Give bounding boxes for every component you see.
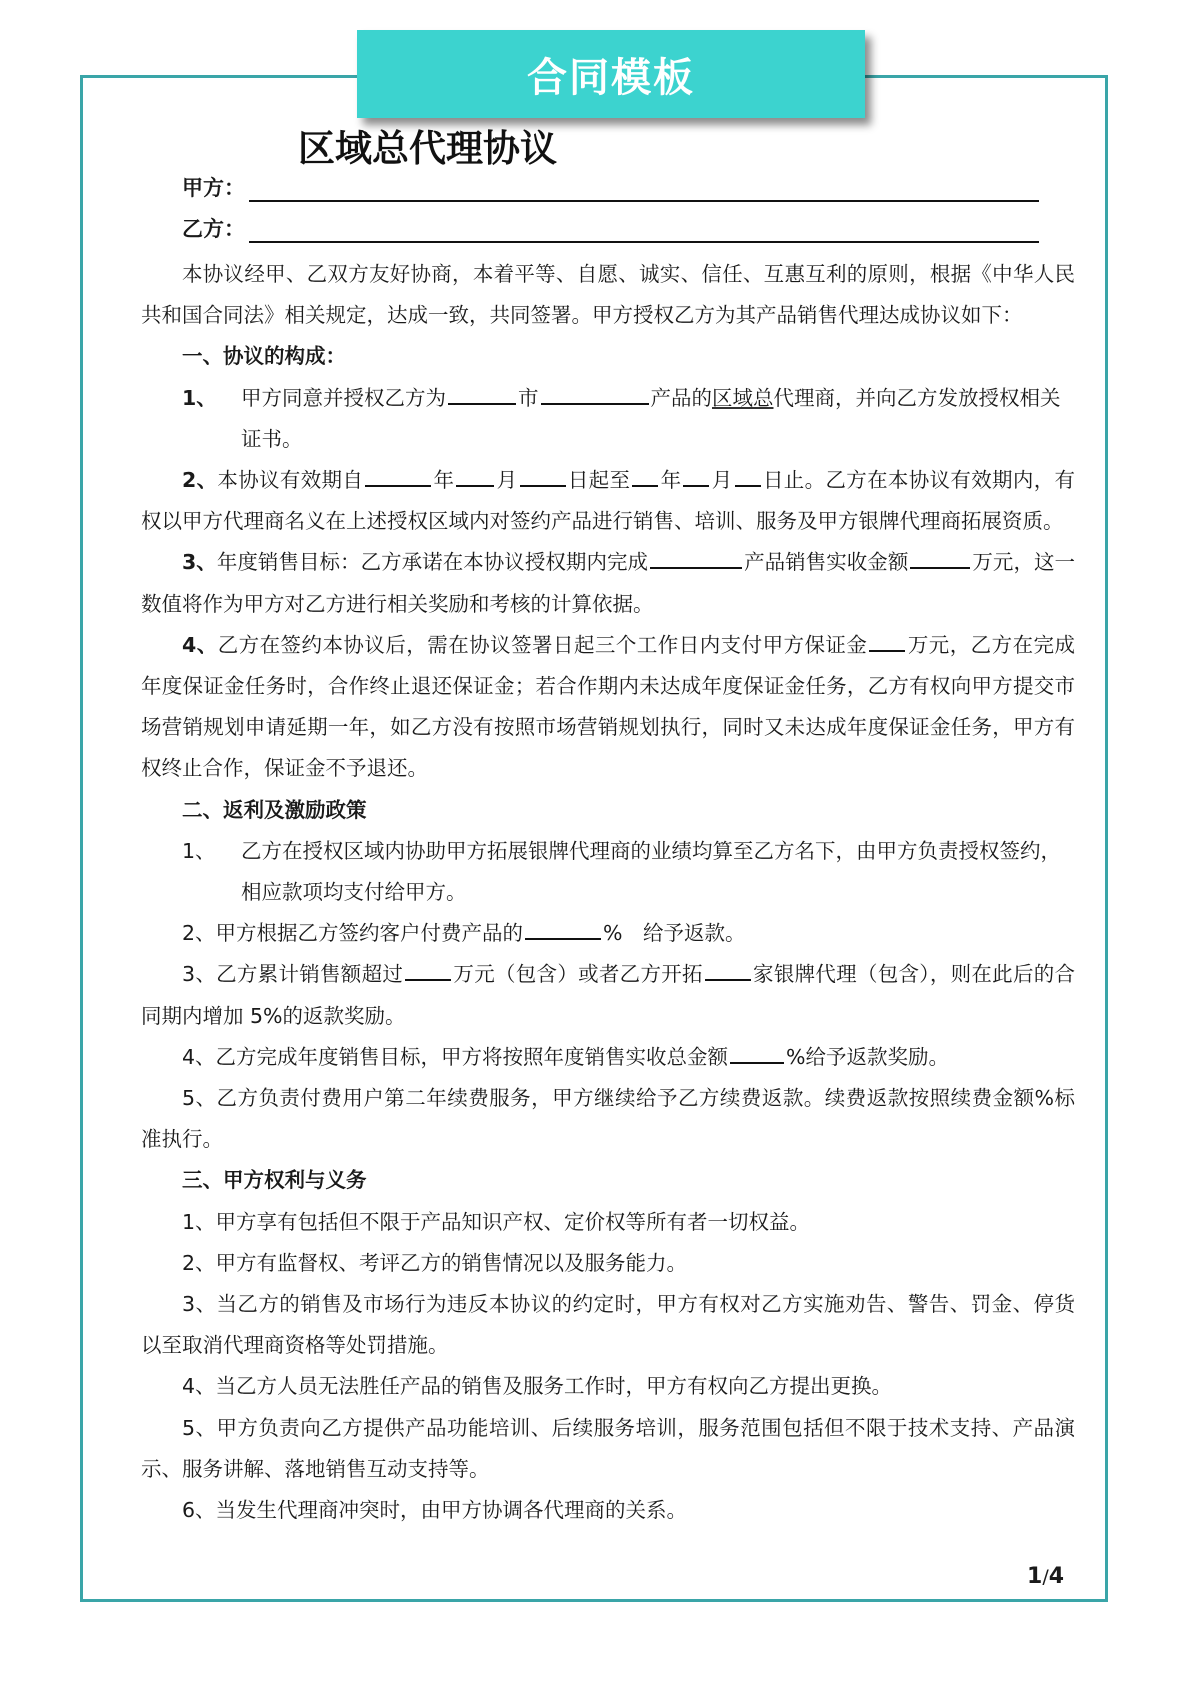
blank-field [705, 959, 751, 981]
s2-item-2: 2、甲方根据乙方签约客户付费产品的 % 给予返款。 [141, 913, 1075, 954]
item-number: 6、 [182, 1498, 216, 1523]
blank-field [520, 465, 566, 487]
party-a-label: 甲方： [182, 176, 245, 200]
section-3-list [141, 1202, 1075, 1532]
item-number: 1、 [182, 385, 217, 410]
s3-item-6 [141, 1490, 1075, 1531]
party-a-blank [249, 178, 1039, 202]
blank-field [683, 465, 709, 487]
document-title: 区域总代理协议 [298, 127, 557, 170]
item-number: 5、 [182, 1415, 217, 1440]
item-number: 4、 [182, 1374, 216, 1399]
item-text: 当乙方的销售及市场行为违反本协议的约定时，甲方有权对乙方实施劝告、警告、罚金、停货以至取消代理商资格等处罚措施。 [141, 1292, 1076, 1358]
s1-item-2: 2、本协议有效期自 年 月 日起至 年 月 日止。乙方在本协议有效期内，有权以甲方代理商名义在上述授权区域内对签约产品进行销售、培训、服务及甲方银牌代理商拓展资质。 [141, 460, 1075, 542]
item-text: 甲方享有包括但不限于产品知识产权、定价权等所有者一切权益。 [215, 1209, 811, 1234]
item-number: 3、 [182, 1292, 217, 1317]
item-text: 当发生代理商冲突时，由甲方协调各代理商的关系。 [215, 1498, 688, 1523]
intro-paragraph: 本协议经甲、乙双方友好协商，本着平等、自愿、诚实、信任、互惠互利的原则，根据《中华人民共和国合同法》相关规定，达成一致，共同签署。甲方授权乙方为其产品销售代理达成协议如下： [141, 262, 1075, 328]
s1-item-3: 3、年度销售目标：乙方承诺在本协议授权期内完成 产品销售实收金额 万元，这一数值将作为甲方对乙方进行相关奖励和考核的计算依据。 [141, 542, 1075, 624]
blank-field [405, 959, 451, 981]
template-banner: 合同模板 [357, 30, 865, 118]
section-2-heading: 二、返利及激励政策 [182, 797, 367, 822]
s1-item-1: 1、 甲方同意并授权乙方为 市 产品的区域总代理商，并向乙方发放授权相关证书。 [141, 378, 1075, 460]
item-text: 甲方负责向乙方提供产品功能培训、后续服务培训，服务范围包括但不限于技术支持、产品演示、服务讲解、落地销售互动支持等。 [141, 1415, 1076, 1481]
blank-field [730, 1042, 784, 1064]
s3-item-2 [141, 1243, 1075, 1284]
blank-field [448, 383, 516, 405]
blank-field [525, 918, 601, 940]
section-1-heading: 一、协议的构成： [182, 344, 346, 369]
blank-field [650, 547, 742, 569]
blank-field [735, 465, 761, 487]
blank-field [910, 547, 970, 569]
s3-item-5 [141, 1408, 1075, 1490]
s1-item-4: 4、乙方在签约本协议后，需在协议签署日起三个工作日内支付甲方保证金 万元，乙方在完成年度保证金任务时，合作终止退还保证金；若合作期内未达成年度保证金任务，乙方有权向甲方提交市场营销规划申请延期一年，如乙方没有按照市场营销规划执行，同时又未达成年度保证金任务，甲方有权终止合作，保证金不予退还。 [141, 625, 1075, 790]
agreement-body [141, 254, 1075, 1531]
s2-item-1: 1、 乙方在授权区域内协助甲方拓展银牌代理商的业绩均算至乙方名下，由甲方负责授权签约，相应款项均支付给甲方。 [182, 838, 1061, 905]
item-number: 2、 [182, 1250, 216, 1275]
s2-item-4: 4、乙方完成年度销售目标，甲方将按照年度销售实收总金额 %给予返款奖励。 [141, 1037, 1075, 1078]
blank-field [365, 465, 431, 487]
blank-field [541, 383, 649, 405]
item-text: 甲方有监督权、考评乙方的销售情况以及服务能力。 [215, 1250, 688, 1275]
party-b-line [182, 213, 1039, 243]
party-b-label: 乙方： [182, 217, 245, 241]
section-3-heading: 三、甲方权利与义务 [182, 1168, 367, 1193]
s2-item-3: 3、乙方累计销售额超过 万元（包含）或者乙方开拓 家银牌代理（包含），则在此后的合同期内增加 5%的返款奖励。 [141, 954, 1075, 1036]
party-a-line [182, 172, 1039, 202]
blank-field [632, 465, 658, 487]
blank-field [869, 630, 905, 652]
s3-item-4 [141, 1366, 1075, 1407]
page-number: 1/4 [1027, 1564, 1065, 1589]
s3-item-1 [141, 1202, 1075, 1243]
blank-field [456, 465, 494, 487]
party-b-blank [249, 219, 1039, 243]
s2-item-5: 5、乙方负责付费用户第二年续费服务，甲方继续给予乙方续费返款。续费返款按照续费金额%标准执行。 [141, 1086, 1075, 1152]
s3-item-3 [141, 1284, 1075, 1366]
item-text: 当乙方人员无法胜任产品的销售及服务工作时，甲方有权向乙方提出更换。 [215, 1374, 893, 1399]
item-number: 1、 [182, 1209, 216, 1234]
